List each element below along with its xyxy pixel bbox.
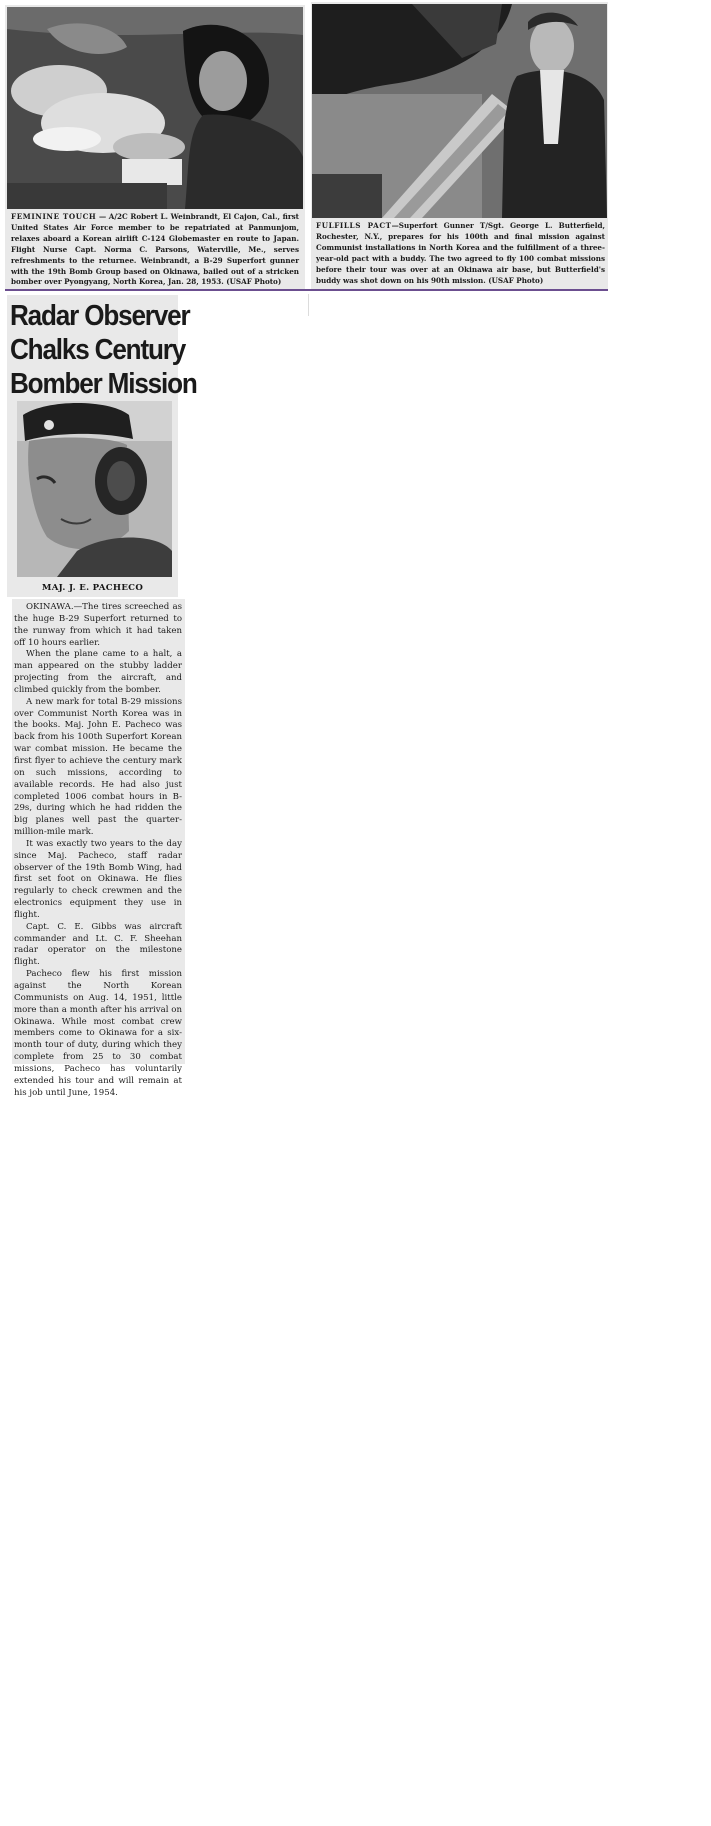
article-paragraph: Pacheco flew his first mission against the North Korean Communists on Aug. 14, 1951, little more than a month after his arrival on Okinawa. While most combat crew members come to Okinawa for a six-month tour of duty, during which they complete from 25 to 30 combat missions, Pacheco has voluntarily extended his tour and will remain at his job until June, 1954. — [14, 969, 182, 1098]
caption-text: —Superfort Gunner T/Sgt. George L. Butterfield, Rochester, N.Y., prepares for his 100th and final mission against Communist installations in North Korea and the fulfillment of a three-year-old pact with a buddy. The two agreed to fly 100 combat missions before their tour was over at an Okinawa air base, but Butterfield's buddy was shot down on his 90th mission. (USAF Photo) — [316, 221, 605, 285]
portrait-illustration — [17, 401, 172, 577]
photo-illustration — [7, 7, 303, 209]
caption-lead: FULFILLS PACT — [316, 221, 392, 230]
caption-lead: FEMININE TOUCH — [11, 212, 97, 221]
headline-line-3: Bomber Mission — [10, 368, 197, 400]
photo-caption-feminine-touch — [11, 212, 299, 288]
article-body-clipping — [12, 599, 185, 1098]
photo-gunner-butterfield — [312, 4, 607, 218]
headline-line-2: Chalks Century — [10, 334, 186, 366]
divider-tick — [308, 294, 309, 316]
article-paragraph: Capt. C. E. Gibbs was aircraft commander and Lt. C. F. Sheehan radar operator on the milestone flight. — [14, 921, 182, 968]
photo-caption-fulfills-pact — [316, 221, 605, 286]
article-body — [14, 602, 182, 1099]
cap-insignia — [44, 420, 54, 430]
photo-illustration — [312, 4, 607, 218]
caption-text: — A/2C Robert L. Weinbrandt, El Cajon, Cal., first United States Air Force member to be repatriated at Panmunjom, relaxes aboard a Korean airlift C-124 Globemaster en route to Japan. Flight Nurse Capt. Norma C. Parsons, Waterville, Me., serves refreshments to the returnee. Weinbrandt, a B-29 Superfort gunner with the 19th Bomb Group based on Okinawa, bailed out of a stricken bomber over Pyongyang, North Korea, Jan. 28, 1953. (USAF Photo) — [11, 212, 299, 287]
clipping-feminine-touch — [5, 5, 305, 289]
article-paragraph: It was exactly two years to the day since Maj. Pacheco, staff radar observer of the 19th Bomb Wing, had first set foot on Okinawa. He flies regularly to check crewmen and the electronics equipment they use in flight. — [14, 838, 182, 920]
portrait-maj-pacheco — [17, 401, 172, 577]
clipping-radar-observer — [7, 295, 197, 597]
article-paragraph: OKINAWA.—The tires screeched as the huge B-29 Superfort returned to the runway from which it had taken off 10 hours earlier. — [14, 602, 182, 648]
article-paragraph: A new mark for total B-29 missions over Communist North Korea was in the books. Maj. John E. Pacheco was back from his 100th Superfort Korean war combat mission. He became the first flyer to achieve the century mark on such missions, according to available records. He had also just completed 1006 combat hours in B-29s, during which he had ridden the big planes well past the quarter-million-mile mark. — [14, 696, 182, 838]
page-divider — [5, 289, 608, 291]
clipping-fulfills-pact — [311, 2, 608, 289]
headline-line-1: Radar Observer — [10, 300, 190, 332]
article-paragraph: When the plane came to a halt, a man appeared on the stubby ladder projecting from the aircraft, and climbed quickly from the bomber. — [14, 649, 182, 695]
photo-flight-nurse-and-returnee — [7, 7, 303, 209]
portrait-caption: MAJ. J. E. PACHECO — [41, 583, 144, 593]
